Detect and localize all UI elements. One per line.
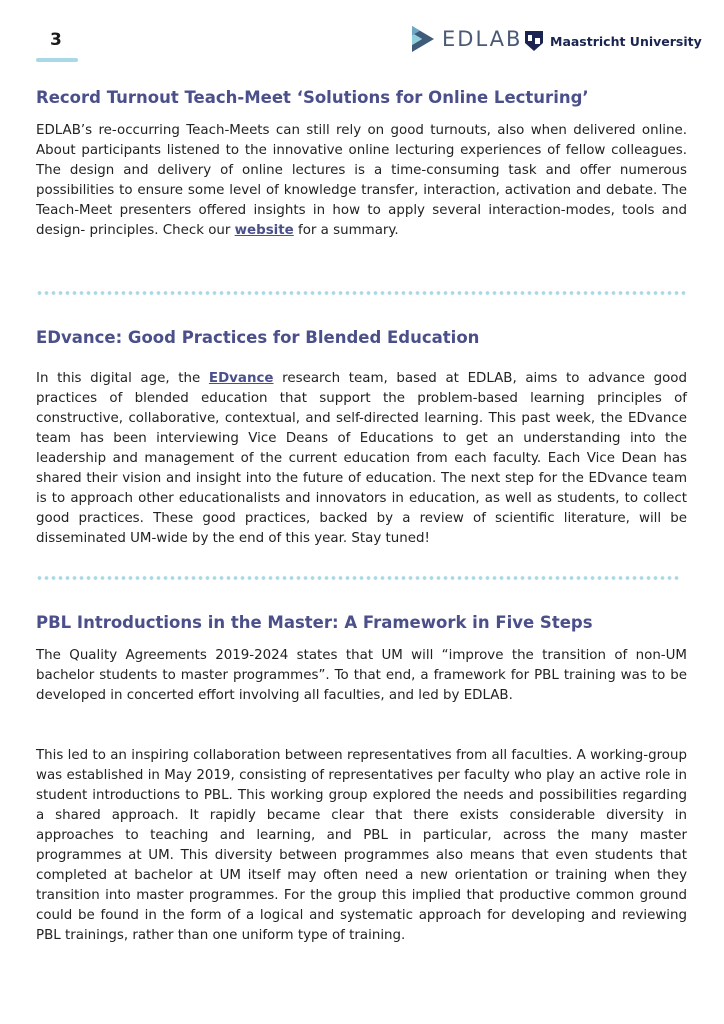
section-1-text: EDLAB’s re-occurring Teach-Meets can still rely on good turnouts, also when delivered online. About participants listened to the innovative online lecturing experiences of fellow colleagues. The design and delivery of online lectures is a time-consuming task and offer numerous possibilities to ensure some level of knowledge transfer, interaction, activation and debate. The Teach-Meet presenters offered insights in how to apply several interaction-modes, tools and design- principles. Check our [36, 123, 687, 238]
section-1-body [36, 121, 687, 241]
divider-2 [36, 576, 680, 580]
section-2-body [36, 369, 687, 549]
um-logo-text: Maastricht University [550, 33, 702, 49]
page-number-underline [36, 58, 78, 62]
section-3-title: PBL Introductions in the Master: A Framework in Five Steps [36, 613, 593, 632]
section-3-paragraph-1: The Quality Agreements 2019-2024 states that UM will “improve the transition of non-UM bachelor students to master programmes”. To that end, a framework for PBL training was to be developed in concerted effort involving all faculties, and led by EDLAB. [36, 648, 687, 703]
section-3-paragraph-2: This led to an inspiring collaboration between representatives from all faculties. A working-group was established in May 2019, consisting of representatives per faculty who play an active role in student introductions to PBL. This working group explored the needs and possibilities regarding a shared approach. It rapidly became clear that there exists considerable diversity in approaches to teaching and learning, and PBL in particular, across the many master programmes at UM. This diversity between programmes also means that even students that completed at bachelor at UM itself may often need a new orientation or training when they transition into master programmes. For the group this implied that productive common ground could be found in the form of a logical and systematic approach for developing and reviewing PBL trainings, rather than one uniform type of training. [36, 748, 687, 943]
maastricht-university-logo [524, 30, 702, 52]
website-link[interactable]: website [234, 223, 294, 238]
edlab-mark-icon [410, 24, 436, 54]
divider-1 [36, 291, 688, 295]
section-1-title: Record Turnout Teach-Meet ‘Solutions for Online Lecturing’ [36, 88, 589, 107]
edlab-logo-text: EDLAB [442, 27, 523, 51]
section-2-title: EDvance: Good Practices for Blended Education [36, 328, 480, 347]
section-1-text-end: for a summary. [293, 223, 399, 238]
um-crest-icon [524, 30, 544, 52]
edlab-logo [410, 24, 522, 54]
section-2-text-end: research team, based at EDLAB, aims to advance good practices of blended education that support the problem-based learning principles of constructive, collaborative, contextual, and self-directed learning. This past week, the EDvance team has been interviewing Vice Deans of Educations to get an understanding into the leadership and management of the current education from each faculty. Each Vice Dean has shared their vision and insight into the future of education. The next step for the EDvance team is to approach other educationalists and innovators in education, as well as students, to collect good practices. These good practices, backed by a review of scientific literature, will be disseminated UM-wide by the end of this year. Stay tuned! [36, 371, 688, 546]
edvance-link[interactable]: EDvance [208, 371, 274, 386]
page-number: 3 [50, 30, 62, 50]
section-2-text: In this digital age, the [36, 371, 209, 386]
